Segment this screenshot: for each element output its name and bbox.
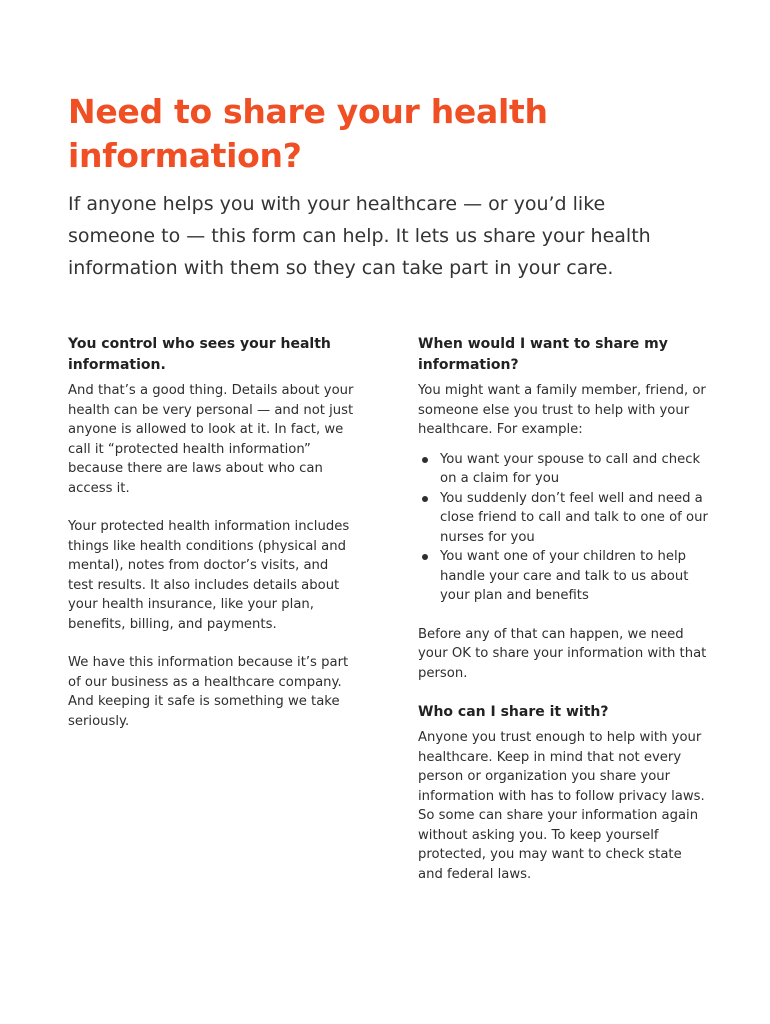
list-item — [440, 547, 708, 606]
examples-list — [418, 450, 708, 606]
list-item — [440, 489, 708, 548]
intro-paragraph: If anyone helps you with your healthcare — or you’d like someone to — this form can help. It lets us share your health information with them so they can take part in your care. — [68, 193, 651, 279]
bullet-icon — [422, 554, 428, 560]
paragraph-before: Before any of that can happen, we need your OK to share your information with that person. — [418, 626, 707, 681]
section-heading-who: Who can I share it with? — [418, 704, 609, 720]
bullet-icon — [422, 457, 428, 463]
list-item-text: You want your spouse to call and check on a claim for you — [440, 451, 701, 486]
list-item — [440, 450, 708, 489]
document-page — [68, 90, 708, 882]
list-item-text: You suddenly don’t feel well and need a close friend to call and talk to one of our nurses for you — [440, 490, 708, 545]
section-heading-when: When would I want to share my information? — [418, 336, 668, 373]
section-heading-control: You control who sees your health information. — [68, 336, 331, 373]
list-item-text: You want one of your children to help handle your care and talk to us about your plan and benefits — [440, 549, 689, 603]
left-column — [68, 334, 356, 903]
paragraph-who: Anyone you trust enough to help with your healthcare. Keep in mind that not every person or organization you share your information with has to follow privacy laws. So some can share your information again without asking you. To keep yourself protected, you may want to check state and federal laws. — [418, 730, 705, 882]
page-title: Need to share your health information? — [68, 92, 548, 175]
content-columns — [68, 334, 708, 903]
right-column — [418, 334, 708, 903]
paragraph-control-2: Your protected health information includes things like health conditions (physical and mental), notes from doctor’s visits, and test results. It also includes details about your health insurance, like your plan, benefits, billing, and payments. — [68, 519, 350, 632]
bullet-icon — [422, 496, 428, 502]
paragraph-when: You might want a family member, friend, or someone else you trust to help with your healthcare. For example: — [418, 383, 706, 437]
paragraph-control-3: We have this information because it’s part of our business as a healthcare company. And keeping it safe is something we take seriously. — [68, 655, 349, 729]
paragraph-control-1: And that’s a good thing. Details about your health can be very personal — and not just anyone is allowed to look at it. In fact, we call it “protected health information” because there are laws about who can access it. — [68, 383, 354, 496]
